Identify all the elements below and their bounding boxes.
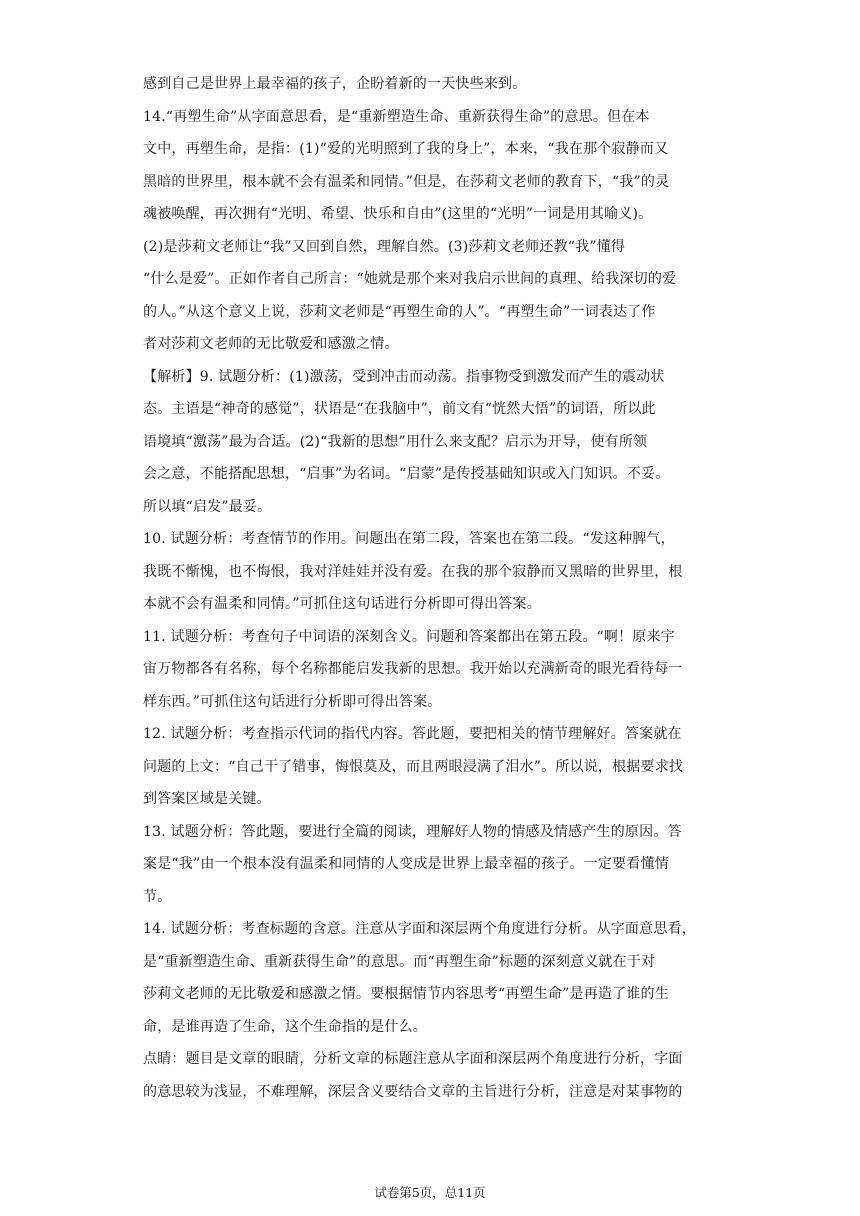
text-line: 11. 试题分析：考查句子中词语的深刻含义。问题和答案都出在第五段。“啊！原来宇	[143, 628, 675, 645]
text-line: 节。	[143, 888, 172, 905]
text-line: 感到自己是世界上最幸福的孩子，企盼着新的一天快些来到。	[143, 76, 527, 92]
text-line: 我既不惭愧，也不悔恨，我对洋娃娃并没有爱。在我的那个寂静而又黑暗的世界里，根	[143, 563, 683, 580]
text-line: (2)是莎莉文老师让“我”又回到自然，理解自然。(3)莎莉文老师还教“我”懂得	[143, 238, 626, 255]
text-line: 问题的上文：“自己干了错事，悔恨莫及，而且两眼浸满了泪水”。所以说，根据要求找	[143, 758, 684, 775]
page-footer: 试卷第5页，总11页	[374, 1185, 486, 1200]
document-body	[143, 68, 719, 1108]
text-line: 是“重新塑造生命、重新获得生命”的意思。而“再塑生命”标题的深刻意义就在于对	[143, 953, 656, 970]
text-line: “什么是爱”。正如作者自己所言：“她就是那个来对我启示世间的真理、给我深切的爱	[143, 271, 677, 287]
text-line: 13. 试题分析：答此题，要进行全篇的阅读，理解好人物的情感及情感产生的原因。答	[143, 823, 682, 840]
text-line: 黑暗的世界里，根本就不会有温柔和同情。”但是，在莎莉文老师的教育下，“我”的灵	[143, 173, 670, 190]
text-line: 的意思较为浅显，不难理解，深层含义要结合文章的主旨进行分析，注意是对某事物的	[143, 1083, 683, 1100]
text-line: 14. 试题分析：考查标题的含意。注意从字面和深层两个角度进行分析。从字面意思看，	[143, 921, 696, 937]
text-line: 样东西。”可抓住这句话进行分析即可得出答案。	[143, 693, 442, 710]
text-line: 本就不会有温柔和同情。”可抓住这句话进行分析即可得出答案。	[143, 596, 541, 612]
text-line: 宙万物都各有名称，每个名称都能启发我新的思想。我开始以充满新奇的眼光看待每一	[143, 661, 683, 677]
text-line: 所以填“启发”最妥。	[143, 498, 272, 515]
text-line: 12. 试题分析：考查指示代词的指代内容。答此题，要把相关的情节理解好。答案就在	[143, 726, 682, 742]
text-line: 魂被唤醒，再次拥有“光明、希望、快乐和自由”(这里的“光明”一词是用其喻义)。	[143, 206, 653, 222]
text-line: 的人。”从这个意义上说，莎莉文老师是“再塑生命的人”。“再塑生命”一词表达了作	[143, 303, 656, 320]
text-line: 命，是谁再造了生命，这个生命指的是什么。	[143, 1018, 427, 1035]
text-line: 案是“我”由一个根本没有温柔和同情的人变成是世界上最幸福的孩子。一定要看懂情	[143, 856, 669, 872]
text-line: 文中，再塑生命，是指：(1)“爱的光明照到了我的身上”，本来，“我在那个寂静而又	[143, 141, 669, 157]
text-line: 10. 试题分析：考查情节的作用。问题出在第二段，答案也在第二段。“发这种脾气，	[143, 531, 675, 547]
text-line: 会之意，不能搭配思想，“启事”为名词。“启蒙”是传授基础知识或入门知识。不妥。	[143, 466, 670, 482]
text-line: 语境填“激荡”最为合适。(2)“我新的思想”用什么来支配？启示为开导，使有所领	[143, 433, 648, 450]
text-line: 态。主语是“神奇的感觉”，状语是“在我脑中”，前文有“恍然大悟”的词语，所以此	[143, 401, 656, 417]
text-line: 【解析】9. 试题分析：(1)激荡，受到冲击而动荡。指事物受到激发而产生的震动状	[143, 368, 665, 385]
text-line: 点睛：题目是文章的眼睛，分析文章的标题注意从字面和深层两个角度进行分析，字面	[143, 1051, 683, 1067]
text-line: 到答案区域是关键。	[143, 791, 271, 807]
text-line: 14.“再塑生命”从字面意思看，是“重新塑造生命、重新获得生命”的意思。但在本	[143, 108, 650, 125]
text-line: 者对莎莉文老师的无比敬爱和感激之情。	[143, 336, 399, 352]
text-line: 莎莉文老师的无比敬爱和感激之情。要根据情节内容思考“再塑生命”是再造了谁的生	[143, 986, 669, 1002]
